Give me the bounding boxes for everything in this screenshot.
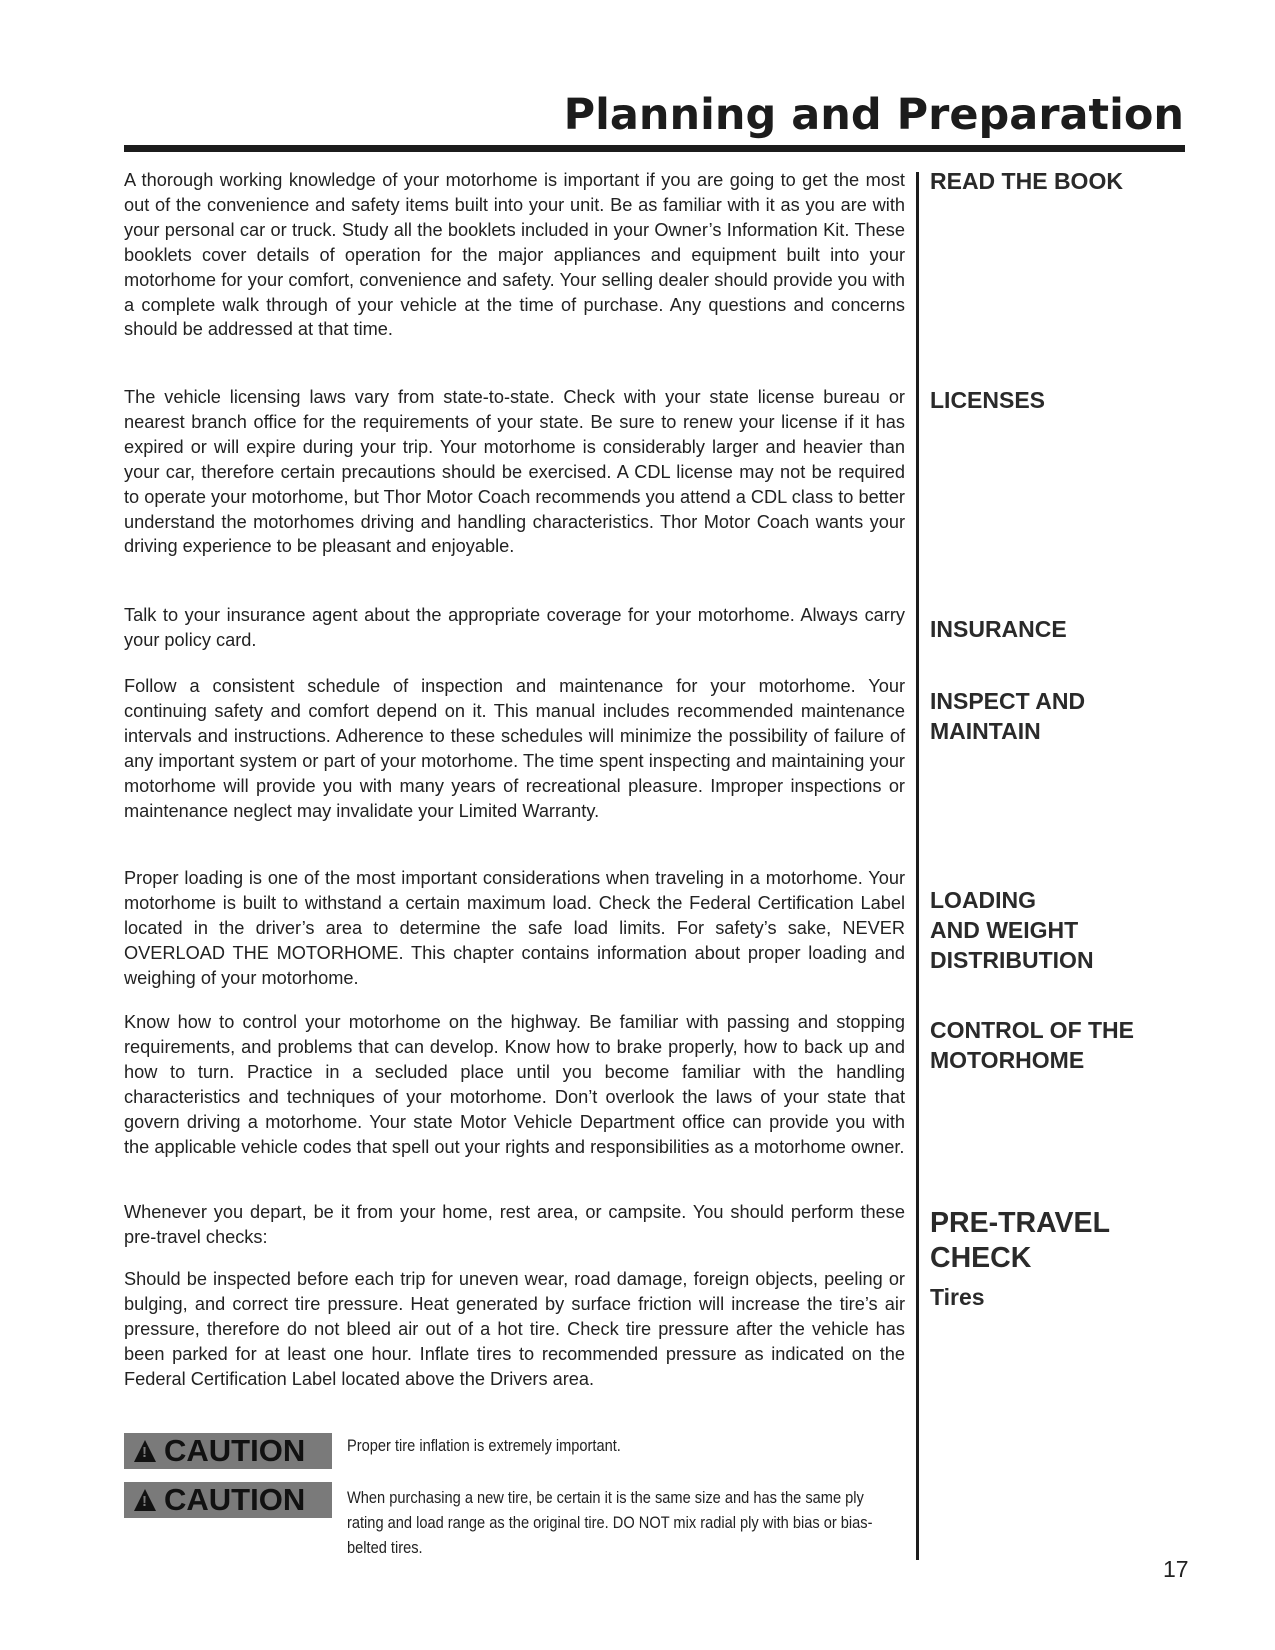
paragraph-pre-travel: Whenever you depart, be it from your home, rest area, or campsite. You should perform these pre-travel checks: bbox=[124, 1202, 905, 1247]
warning-triangle-icon bbox=[134, 1489, 156, 1511]
heading-pre-travel-check: PRE-TRAVEL CHECK bbox=[930, 1207, 1110, 1274]
caution-text: When purchasing a new tire, be certain it is the same size and has the same ply rating and load range as the original tire. DO NOT mix radial ply with bias or bias-belted tires. bbox=[347, 1488, 873, 1557]
caution-badge bbox=[124, 1433, 332, 1469]
caution-label: CAUTION bbox=[164, 1482, 306, 1517]
page-number: 17 bbox=[1163, 1556, 1189, 1582]
paragraph-tires: Should be inspected before each trip for uneven wear, road damage, foreign objects, peeling or bulging, and correct tire pressure. Heat generated by surface friction will increase the tire’s air pressure, therefore do not bleed air out of a hot tire. Check tire pressure after the vehicle has been parked for at least one hour. Inflate tires to recommended pressure as indicated on the Federal Certification Label located above the Drivers area. bbox=[124, 1269, 905, 1389]
caution-text: Proper tire inflation is extremely important. bbox=[347, 1436, 621, 1455]
page-title: Planning and Preparation bbox=[563, 90, 1184, 140]
heading-control-of-motorhome: CONTROL OF THE MOTORHOME bbox=[930, 1017, 1135, 1073]
heading-read-the-book: READ THE BOOK bbox=[930, 168, 1123, 194]
paragraph-licenses: The vehicle licensing laws vary from state-to-state. Check with your state license bureau or nearest branch office for the requirements of your state. Be sure to renew your license if it has expired or will expire during your trip. Your motorhome is considerably larger and heavier than your car, therefore certain precautions should be exercised. A CDL license may not be required to operate your motorhome, but Thor Motor Coach recommends you attend a CDL class to better understand the motorhomes driving and handling characteristics. Thor Motor Coach wants your driving experience to be pleasant and enjoyable. bbox=[124, 387, 905, 557]
paragraph-control: Know how to control your motorhome on the highway. Be familiar with passing and stopping requirements, and problems that can develop. Know how to brake properly, how to back up and how to turn. Practice in a secluded place until you become familiar with the handling characteristics and techniques of your motorhome. Don’t overlook the laws of your state that govern driving a motorhome. Your state Motor Vehicle Department office can provide you with the applicable vehicle codes that spell out your rights and responsibilities as a motorhome owner. bbox=[124, 1012, 905, 1157]
warning-triangle-icon bbox=[134, 1440, 156, 1462]
heading-tires: Tires bbox=[930, 1284, 985, 1310]
heading-insurance: INSURANCE bbox=[930, 616, 1067, 642]
caution-label: CAUTION bbox=[164, 1433, 306, 1468]
caution-badge bbox=[124, 1482, 332, 1518]
heading-licenses: LICENSES bbox=[930, 387, 1046, 413]
paragraph-inspect-maintain: Follow a consistent schedule of inspection and maintenance for your motorhome. Your continuing safety and comfort depend on it. This manual includes recommended maintenance intervals and instructions. Adherence to these schedules will minimize the possibility of failure of any important system or part of your motorhome. The time spent inspecting and maintaining your motorhome will provide you with many years of recreational pleasure. Improper inspections or maintenance neglect may invalidate your Limited Warranty. bbox=[124, 676, 905, 821]
heading-loading-weight-distribution: LOADING AND WEIGHT DISTRIBUTION bbox=[930, 887, 1094, 973]
column-divider bbox=[916, 172, 919, 1560]
paragraph-loading: Proper loading is one of the most important considerations when traveling in a motorhome. Your motorhome is built to withstand a certain maximum load. Check the Federal Certification Label located in the driver’s area to determine the safe load limits. For safety’s sake, NEVER OVERLOAD THE MOTORHOME. This chapter contains information about proper loading and weighing of your motorhome. bbox=[124, 868, 905, 988]
paragraph-insurance: Talk to your insurance agent about the appropriate coverage for your motorhome. Always carry your policy card. bbox=[124, 605, 905, 650]
heading-inspect-and-maintain: INSPECT AND MAINTAIN bbox=[930, 688, 1086, 744]
paragraph-read-the-book: A thorough working knowledge of your motorhome is important if you are going to get the most out of the convenience and safety items built into your unit. Be as familiar with it as you are with your personal car or truck. Study all the booklets included in your Owner’s Information Kit. These booklets cover details of operation for the major appliances and equipment built into your motorhome for your comfort, convenience and safety. Your selling dealer should provide you with a complete walk through of your vehicle at the time of purchase. Any questions and concerns should be addressed at that time. bbox=[124, 170, 905, 340]
title-rule bbox=[124, 145, 1185, 152]
